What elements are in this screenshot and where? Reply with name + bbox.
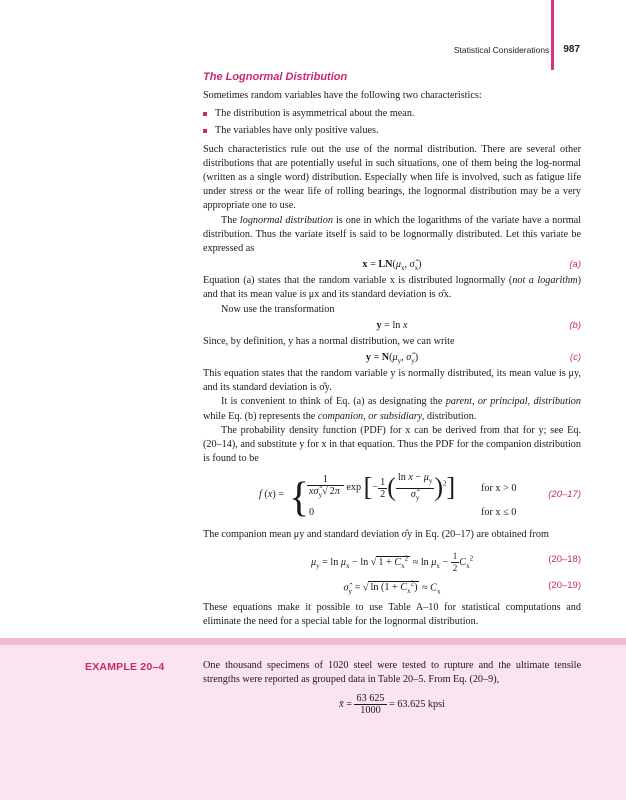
example-label: EXAMPLE 20–4 [85, 661, 165, 673]
equation-tag: (a) [569, 259, 581, 271]
margin-rule [551, 0, 554, 70]
bullet-icon [203, 129, 207, 133]
equation-tag: (20–17) [548, 489, 581, 501]
bullet-icon [203, 112, 207, 116]
body-text [203, 89, 581, 629]
paragraph-1: Such characteristics rule out the use of the normal distribution. There are several other distributions that are potentially useful in such situations, one of them being the log-normal (written as a single word) distribution. Especially when life is involved, such as fatigue life under stress or the wear life of rolling bearings, the lognormal distribution may be a very appropriate one to use. [203, 143, 581, 212]
paragraph-7: It is convenient to think of Eq. (a) as designating the parent, or principal, distribution while Eq. (b) represents the companion, or subsidiary, distribution. [203, 396, 581, 422]
equation-tag: (c) [569, 352, 581, 364]
equation-a: $x = LN(\mu_x$, $\sigmâ_x$) (a) [362, 259, 581, 273]
equation-c: $y = N(\mu_y$, $\sigmâ_y$) (c) [365, 352, 581, 366]
bullet-text: The variables have only positive values. [215, 125, 379, 137]
bullet-list [203, 107, 581, 138]
equation-b: y = ln x (b) [203, 317, 581, 335]
running-header [454, 44, 580, 55]
paragraph-9: The companion mean μy and standard deviation σ̂y in Eq. (20–17) are obtained from [203, 529, 549, 541]
term-lognormal: lognormal distribution [239, 214, 333, 226]
example-text: One thousand specimens of 1020 steel were tested to rupture and the ultimate tensile strengths were reported as grouped data in Table 20–5. From Eq. (20–9), [203, 660, 581, 686]
list-item [203, 107, 581, 121]
paragraph-8: The probability density function (PDF) for x can be derived from that for y; see Eq. (20–14), and substitute y for x in that equation. Thus the PDF for the companion distribution is found to be [203, 424, 581, 465]
paragraph-2: The lognormal distribution is one in which the logarithms of the variate have a normal distribution. Thus the variate itself is said to be lognormally distributed. Let this variate be expressed as [203, 214, 581, 255]
section-heading: The Lognormal Distribution [203, 71, 348, 83]
example-equation: x̄ = $\frac{63 625}{1000}$ = 63.625 kpsi [339, 693, 445, 717]
running-title: Statistical Considerations [453, 44, 550, 55]
page-number: 987 [563, 44, 580, 55]
equation-tag: (b) [569, 319, 581, 331]
fraction-denominator: 1000 [360, 705, 381, 717]
example-body [203, 659, 581, 716]
paragraph-10: These equations make it possible to use Table A–10 for statistical computations and eliminate the need for a special table for the lognormal distribution. [203, 601, 581, 627]
example-band-edge [0, 638, 626, 645]
example-result: = 63.625 kpsi [389, 699, 445, 711]
paragraph-5: Since, by definition, y has a normal distribution, we can write [203, 335, 455, 347]
paragraph-4: Now use the transformation [221, 303, 335, 315]
condition-positive: for x > 0 [481, 483, 517, 495]
equation-20-19: $\sigmâ_y$ = √ $\ln (1 + C_x^2) \approx C_x$ (20–19) [343, 579, 581, 596]
equation-20-17: f (x) = { $\frac{1}{x\sigmâ_y√ 2\pi}$ exp [− $\frac{1}{2}$ ( $\frac{\ln x - \mu_y}{\sigmâ_y}$ )$^2$] 0 for x > 0 for x ≤ 0 (20–17) [259, 472, 581, 522]
condition-nonpositive: for x ≤ 0 [481, 507, 517, 519]
paragraph-3: Equation (a) states that the random variable x is distributed lognormally (not a logarithm) and that its mean value is μx and its standard deviation is σ̂x. [203, 275, 581, 301]
list-item [203, 124, 581, 138]
bullet-text: The distribution is asymmetrical about the mean. [215, 108, 415, 120]
fraction-numerator: 63 625 [356, 693, 385, 705]
equation-tag: (20–19) [548, 579, 581, 591]
paragraph-6: This equation states that the random variable y is normally distributed, its mean value is μy, and its standard deviation is σ̂y. [203, 368, 581, 394]
equation-20-18: $\mu_y = \ln \mu_x - \ln$ √ $1 + C_x^2 \approx \ln \mu_x$ − $\frac{1}{2}$ $C_x^2$ (20–18) [310, 550, 581, 573]
equation-tag: (20–18) [548, 553, 581, 565]
intro-paragraph: Sometimes random variables have the following two characteristics: [203, 90, 482, 101]
